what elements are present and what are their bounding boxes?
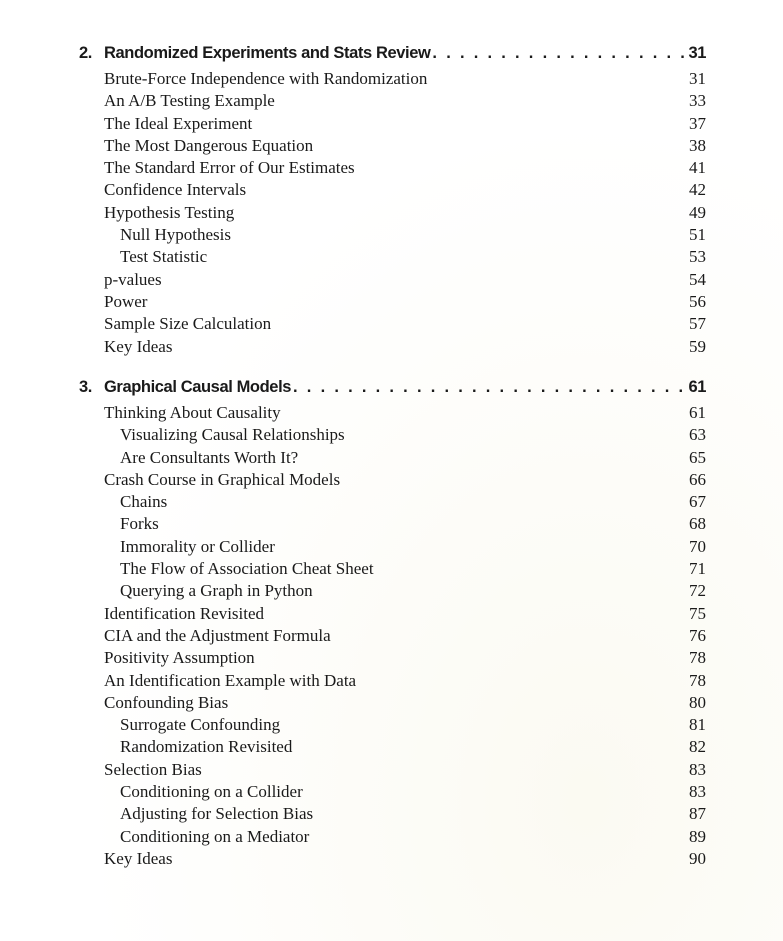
toc-entry-title: Chains	[120, 492, 168, 512]
toc-entry-title: Are Consultants Worth It?	[120, 447, 299, 467]
toc-entry[interactable]	[79, 803, 706, 825]
toc-entry-page-number: 63	[689, 425, 706, 445]
toc-entry[interactable]	[79, 135, 706, 157]
toc-entry-page-number: 59	[689, 336, 706, 356]
chapter-2-entries	[79, 68, 706, 358]
toc-entry-page-number: 71	[689, 559, 706, 579]
toc-entry[interactable]	[79, 714, 706, 736]
chapter-page-number: 31	[688, 44, 706, 62]
toc-entry-page-number: 33	[689, 91, 706, 111]
toc-entry-page-number: 41	[689, 158, 706, 178]
toc-entry[interactable]	[79, 670, 706, 692]
toc-entry[interactable]	[79, 580, 706, 602]
toc-entry[interactable]	[79, 447, 706, 469]
toc-entry[interactable]	[79, 848, 706, 870]
toc-entry[interactable]	[79, 558, 706, 580]
chapter-title: Graphical Causal Models	[104, 378, 292, 396]
toc-entry-title: Confidence Intervals	[104, 180, 247, 200]
toc-entry-page-number: 42	[689, 180, 706, 200]
toc-entry-page-number: 78	[689, 648, 706, 668]
toc-entry-title: Hypothesis Testing	[104, 202, 235, 222]
toc-entry-title: Sample Size Calculation	[104, 314, 272, 334]
toc-entry-page-number: 56	[689, 291, 706, 311]
toc-entry[interactable]	[79, 68, 706, 90]
toc-entry[interactable]	[79, 224, 706, 246]
toc-entry-title: CIA and the Adjustment Formula	[104, 625, 331, 645]
toc-entry-title: Randomization Revisited	[120, 737, 293, 757]
toc-entry[interactable]	[79, 603, 706, 625]
toc-entry-page-number: 65	[689, 447, 706, 467]
toc-entry-page-number: 81	[689, 715, 706, 735]
toc-entry[interactable]	[79, 736, 706, 758]
toc-entry-page-number: 78	[689, 670, 706, 690]
toc-entry[interactable]	[79, 157, 706, 179]
chapter-2-heading[interactable]	[79, 44, 706, 68]
toc-entry[interactable]	[79, 113, 706, 135]
toc-entry[interactable]	[79, 402, 706, 424]
toc-entry-page-number: 68	[689, 514, 706, 534]
toc-entry[interactable]	[79, 90, 706, 112]
toc-entry[interactable]	[79, 179, 706, 201]
toc-entry[interactable]	[79, 291, 706, 313]
toc-entry-page-number: 66	[689, 469, 706, 489]
chapter-number: 3.	[79, 378, 92, 396]
toc-entry[interactable]	[79, 424, 706, 446]
toc-entry-title: Crash Course in Graphical Models	[104, 469, 341, 489]
toc-entry-title: An Identification Example with Data	[104, 670, 357, 690]
toc-entry[interactable]	[79, 246, 706, 268]
toc-entry-title: Visualizing Causal Relationships	[120, 425, 345, 445]
toc-entry-title: Power	[104, 291, 148, 311]
toc-entry-title: Identification Revisited	[104, 603, 265, 623]
toc-entry-page-number: 51	[689, 225, 706, 245]
toc-entry[interactable]	[79, 536, 706, 558]
dot-leader	[432, 44, 684, 63]
toc-entry-title: An A/B Testing Example	[104, 91, 275, 111]
toc-entry-title: Querying a Graph in Python	[120, 581, 313, 601]
toc-entry-page-number: 54	[689, 269, 706, 289]
toc-entry-page-number: 72	[689, 581, 706, 601]
toc-entry-title: Adjusting for Selection Bias	[120, 804, 314, 824]
toc-entry[interactable]	[79, 647, 706, 669]
chapter-page-number: 61	[688, 378, 706, 396]
toc-entry-page-number: 83	[689, 759, 706, 779]
toc-entry[interactable]	[79, 826, 706, 848]
toc-entry[interactable]	[79, 469, 706, 491]
toc-entry-page-number: 70	[689, 536, 706, 556]
toc-entry[interactable]	[79, 781, 706, 803]
chapter-3-entries	[79, 402, 706, 870]
toc-entry-title: The Ideal Experiment	[104, 113, 253, 133]
toc-entry-page-number: 53	[689, 247, 706, 267]
toc-entry[interactable]	[79, 336, 706, 358]
toc-entry-title: Conditioning on a Mediator	[120, 826, 310, 846]
dot-leader	[293, 378, 684, 397]
toc-entry-page-number: 90	[689, 848, 706, 868]
toc-entry-title: Immorality or Collider	[120, 536, 275, 556]
toc-entry-page-number: 82	[689, 737, 706, 757]
toc-entry-page-number: 37	[689, 113, 706, 133]
toc-entry[interactable]	[79, 625, 706, 647]
toc-entry-title: Selection Bias	[104, 759, 202, 779]
toc-entry-page-number: 38	[689, 135, 706, 155]
toc-entry-title: Surrogate Confounding	[120, 715, 281, 735]
toc-entry-page-number: 80	[689, 692, 706, 712]
toc-entry-title: The Standard Error of Our Estimates	[104, 158, 355, 178]
chapter-2-section	[79, 44, 706, 358]
toc-entry[interactable]	[79, 202, 706, 224]
toc-entry-title: Confounding Bias	[104, 692, 229, 712]
toc-entry-title: p-values	[104, 269, 162, 289]
chapter-3-section	[79, 378, 706, 870]
toc-entry-title: Thinking About Causality	[104, 403, 281, 422]
chapter-3-heading[interactable]	[79, 378, 706, 402]
toc-entry[interactable]	[79, 759, 706, 781]
chapter-number: 2.	[79, 44, 92, 62]
toc-entry-title: Key Ideas	[104, 848, 173, 868]
toc-entry-title: The Flow of Association Cheat Sheet	[120, 559, 374, 579]
toc-entry-title: Test Statistic	[120, 247, 208, 267]
toc-entry[interactable]	[79, 513, 706, 535]
toc-entry[interactable]	[79, 269, 706, 291]
toc-entry-page-number: 67	[689, 492, 706, 512]
toc-entry-title: Key Ideas	[104, 336, 173, 356]
toc-entry-page-number: 76	[689, 625, 706, 645]
toc-entry-page-number: 83	[689, 782, 706, 802]
toc-entry-title: Null Hypothesis	[120, 225, 231, 245]
toc-entry-page-number: 31	[689, 69, 706, 88]
toc-entry-page-number: 61	[689, 403, 706, 422]
chapter-title: Randomized Experiments and Stats Review	[104, 44, 431, 62]
toc-entry-title: Conditioning on a Collider	[120, 782, 303, 802]
toc-entry-title: Positivity Assumption	[104, 648, 255, 668]
toc-entry-page-number: 87	[689, 804, 706, 824]
toc-entry-title: The Most Dangerous Equation	[104, 135, 314, 155]
toc-entry[interactable]	[79, 692, 706, 714]
toc-entry-title: Brute-Force Independence with Randomization	[104, 69, 428, 88]
toc-entry[interactable]	[79, 313, 706, 335]
toc-entry-title: Forks	[120, 514, 159, 534]
toc-entry-page-number: 57	[689, 314, 706, 334]
toc-entry[interactable]	[79, 491, 706, 513]
toc-entry-page-number: 75	[689, 603, 706, 623]
toc-entry-page-number: 49	[689, 202, 706, 222]
toc-entry-page-number: 89	[689, 826, 706, 846]
